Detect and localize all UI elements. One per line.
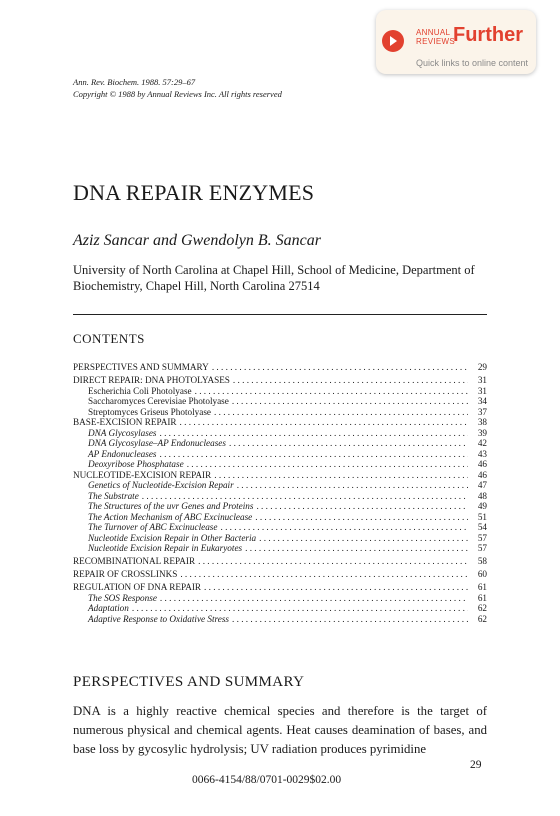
toc-subentry[interactable] <box>73 512 487 523</box>
toc-subentry[interactable] <box>73 614 487 625</box>
toc-entry-page: 62 <box>477 613 487 624</box>
toc-entry-page: 46 <box>477 459 487 470</box>
article-title: DNA REPAIR ENZYMES <box>73 180 315 205</box>
toc-subentry[interactable] <box>73 593 487 604</box>
footer-code: 0066-4154/88/0701-0029$02.00 <box>192 774 342 786</box>
annual-reviews-further-banner[interactable] <box>376 10 536 74</box>
toc-subentry[interactable] <box>73 501 487 512</box>
toc-leader <box>198 556 468 567</box>
toc-leader <box>256 501 468 512</box>
toc-entry[interactable] <box>73 556 487 567</box>
toc-leader <box>142 491 468 502</box>
toc-entry-title: PERSPECTIVES AND SUMMARY <box>73 362 209 372</box>
toc-subentry[interactable] <box>73 449 487 460</box>
citation-line-2: Copyright © 1988 by Annual Reviews Inc. All rights reserved <box>73 89 282 99</box>
author-affiliation: University of North Carolina at Chapel Hill, School of Medicine, Department of Biochemistry, Chapel Hill, North Carolina 27514 <box>73 263 475 293</box>
toc-entry-page: 42 <box>477 438 487 449</box>
annual-reviews-logo-icon <box>382 30 404 52</box>
toc-entry[interactable] <box>73 375 487 386</box>
toc-leader <box>195 386 468 397</box>
toc-entry-title: NUCLEOTIDE-EXCISION REPAIR <box>73 469 212 480</box>
toc-subentry[interactable] <box>73 480 487 491</box>
toc-leader <box>180 569 468 580</box>
toc-leader <box>204 582 468 593</box>
toc-entry-title: Nucleotide Excision Repair in Other Bacteria <box>88 532 257 543</box>
toc-entry-title-text: Escherichia Coli Photolyase <box>88 385 192 396</box>
toc-entry-page: 61 <box>477 592 487 603</box>
toc-entry-page: 48 <box>477 490 487 501</box>
toc-entry-title: The Substrate <box>88 490 139 501</box>
toc-entry-title: BASE-EXCISION REPAIR <box>73 417 177 428</box>
section-divider <box>73 314 487 315</box>
toc-entry-title: Saccharomyces Cerevisiae Photolyase <box>88 396 229 407</box>
toc-entry-page: 46 <box>477 469 487 480</box>
toc-entry-page: 31 <box>477 385 487 396</box>
toc-entry-title: REGULATION OF DNA REPAIR <box>73 582 202 593</box>
toc-subentry[interactable] <box>73 407 487 418</box>
toc-entry[interactable] <box>73 569 487 580</box>
toc-subentry[interactable] <box>73 396 487 407</box>
toc-entry-page: 39 <box>477 427 487 438</box>
toc-entry-title: The Turnover of ABC Excinuclease <box>88 522 218 533</box>
section-heading: PERSPECTIVES AND SUMMARY <box>73 674 305 690</box>
toc-subentry[interactable] <box>73 438 487 449</box>
toc-entry-title: The Structures of the uvr Genes and Proteins <box>88 501 254 512</box>
toc-leader <box>232 614 468 625</box>
toc-subentry[interactable] <box>73 533 487 544</box>
toc-leader <box>187 459 468 470</box>
toc-leader <box>160 593 468 604</box>
toc-entry-title: Deoxyribose Phosphatase <box>88 459 184 470</box>
toc-entry-page: 51 <box>477 511 487 522</box>
toc-entry-page: 57 <box>477 532 487 543</box>
toc-entry-page: 57 <box>477 543 487 554</box>
toc-entry-title: AP Endonucleases <box>88 448 157 459</box>
toc-entry-page: 62 <box>477 603 487 614</box>
toc-entry-page: 58 <box>477 556 487 567</box>
toc-entry[interactable] <box>73 582 487 593</box>
toc-leader <box>212 362 468 373</box>
body-paragraph: DNA is a highly reactive chemical species and therefore is the target of numerous physical and chemical agents. Heat causes deamination of bases, and base loss by gycosylic hydrolysis; UV radiation produces pyrimidine <box>73 704 487 756</box>
page-number: 29 <box>470 759 482 771</box>
toc-leader <box>259 533 468 544</box>
toc-entry-title: The SOS Response <box>88 592 157 603</box>
toc-entry-title: DNA Glycosylase–AP Endonucleases <box>88 438 226 449</box>
toc-entry-title: REPAIR OF CROSSLINKS <box>73 569 178 580</box>
toc-entry-page: 47 <box>477 480 487 491</box>
toc-subentry[interactable] <box>73 543 487 554</box>
toc-subentry[interactable] <box>73 491 487 502</box>
banner-brand-line2: REVIEWS <box>416 37 455 46</box>
toc-subentry[interactable] <box>73 459 487 470</box>
toc-entry-title: DNA Glycosylases <box>88 427 157 438</box>
table-of-contents <box>73 362 487 624</box>
article-authors: Aziz Sancar and Gwendolyn B. Sancar <box>73 232 321 249</box>
toc-leader <box>159 449 468 460</box>
toc-entry[interactable] <box>73 362 487 373</box>
toc-entry-page: 54 <box>477 522 487 533</box>
toc-entry-title: DIRECT REPAIR: DNA PHOTOLYASES <box>73 375 230 386</box>
toc-leader <box>232 396 468 407</box>
banner-brand-line1: ANNUAL <box>416 28 451 37</box>
toc-entry-title: The Action Mechanism of ABC Excinuclease <box>88 511 253 522</box>
toc-entry[interactable] <box>73 470 487 481</box>
toc-entry-title: Nucleotide Excision Repair in Eukaryotes <box>88 543 243 554</box>
toc-entry-page: 31 <box>477 375 487 386</box>
toc-subentry[interactable] <box>73 522 487 533</box>
banner-brand <box>416 28 455 46</box>
toc-entry-page: 29 <box>477 362 487 372</box>
toc-entry-page: 34 <box>477 396 487 407</box>
banner-further-label: Further <box>453 24 523 46</box>
toc-entry-page: 60 <box>477 569 487 580</box>
toc-entry-title: Adaptive Response to Oxidative Stress <box>88 613 230 624</box>
toc-leader <box>245 543 468 554</box>
toc-entry[interactable] <box>73 417 487 428</box>
citation-line-1: Ann. Rev. Biochem. 1988. 57:29–67 <box>73 77 196 87</box>
toc-entry-page: 43 <box>477 448 487 459</box>
toc-leader <box>255 512 468 523</box>
toc-entry-page: 49 <box>477 501 487 512</box>
toc-leader <box>214 470 468 481</box>
toc-entry-title: Genetics of Nucleotide-Excision Repair <box>88 480 234 491</box>
toc-entry-title: Streptomyces Griseus Photolyase <box>88 406 211 417</box>
toc-subentry[interactable] <box>73 428 487 439</box>
toc-entry-title <box>88 386 192 397</box>
toc-leader <box>233 375 468 386</box>
toc-entry-title: RECOMBINATIONAL REPAIR <box>73 556 196 567</box>
toc-subentry[interactable] <box>73 386 487 397</box>
contents-heading: CONTENTS <box>73 331 145 346</box>
toc-entry-page: 38 <box>477 417 487 428</box>
toc-entry-title: Adaptation <box>88 603 129 614</box>
banner-tagline: Quick links to online content <box>416 58 529 68</box>
toc-subentry[interactable] <box>73 603 487 614</box>
toc-leader <box>132 603 468 614</box>
toc-leader <box>229 438 468 449</box>
toc-entry-page: 61 <box>477 582 487 593</box>
toc-leader <box>180 417 468 428</box>
toc-leader <box>159 428 468 439</box>
toc-entry-page: 37 <box>477 406 487 417</box>
toc-leader <box>237 480 468 491</box>
toc-leader <box>214 407 468 418</box>
toc-leader <box>220 522 468 533</box>
